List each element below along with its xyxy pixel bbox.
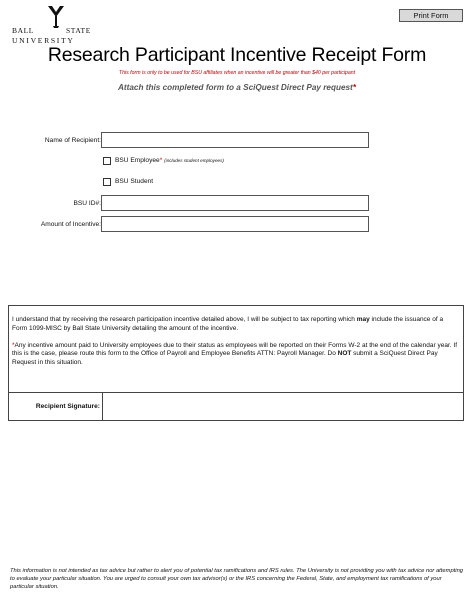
bsu-student-checkbox[interactable] [103, 178, 111, 186]
incentive-amount-label: Amount of Incentive: [40, 221, 101, 228]
attach-instruction [0, 83, 474, 92]
p2-asterisk: * [12, 341, 15, 349]
p2-text-end: submit a SciQuest Direct Pay Request in this situation. [12, 350, 438, 367]
tax-reporting-paragraph [12, 316, 460, 334]
employee-w2-paragraph [12, 342, 460, 368]
tax-acknowledgement-statement [8, 305, 464, 393]
ball-state-logo [12, 4, 100, 46]
logo-text-university: UNIVERSITY [12, 36, 75, 45]
incentive-amount-field[interactable] [101, 216, 369, 232]
bsu-employee-label [115, 157, 224, 164]
recipient-name-field[interactable] [101, 132, 369, 148]
attach-instruction-text: Attach this completed form to a SciQuest Direct Pay request [118, 83, 353, 92]
recipient-signature-label: Recipient Signature: [9, 393, 103, 420]
recipient-name-label: Name of Recipient: [44, 137, 101, 144]
logo-text-state: STATE [66, 26, 91, 35]
tax-disclaimer: This information is not intended as tax advice but rather to alert you of potential tax ramifications and IRS rules. The University is not providing you with tax advice nor attempting to evaluate your particular situation. You are urged to consult your own tax advisor(s) or the IRS concerning the Federal, State, and employment tax ramifications of your particular situation. [10, 568, 464, 591]
signature-row [8, 393, 464, 421]
p1-text-start: I understand that by receiving the research participation incentive detailed above, I will be subject to tax reporting which [12, 316, 357, 323]
p1-emphasis: may [356, 316, 370, 323]
bsu-student-label: BSU Student [115, 178, 154, 185]
p2-emphasis: NOT [337, 350, 352, 358]
form-title: Research Participant Incentive Receipt Form [47, 44, 427, 66]
bsu-id-label: BSU ID#: [73, 200, 101, 207]
logo-text-ball: BALL [12, 26, 34, 35]
bsu-employee-asterisk: * [159, 157, 163, 164]
recipient-signature-field[interactable] [103, 393, 463, 420]
print-form-button[interactable]: Print Form [399, 9, 463, 22]
beneficence-torch-icon [46, 4, 66, 28]
bsu-id-field[interactable] [101, 195, 369, 211]
attach-asterisk: * [352, 83, 356, 92]
bsu-employee-note: (includes student employees) [164, 158, 224, 163]
p2-text-start: Any incentive amount paid to University employees due to their status as employees will be reported on their Forms W-2 at the end of the calendar year. If this is the case, please route this form to the Office of Payroll and Employee Benefits ATTN: Payroll Manager. Do [12, 341, 458, 358]
p1-text-end: include the issuance of a Form 1099-MISC by Ball State University detailing the amount of the incentive. [12, 316, 444, 332]
eligibility-note: This form is only to be used for BSU affiliates when an incentive will be greater than $40 per participant [118, 70, 356, 76]
bsu-employee-text: BSU Employee [115, 157, 160, 164]
bsu-employee-checkbox[interactable] [103, 157, 111, 165]
